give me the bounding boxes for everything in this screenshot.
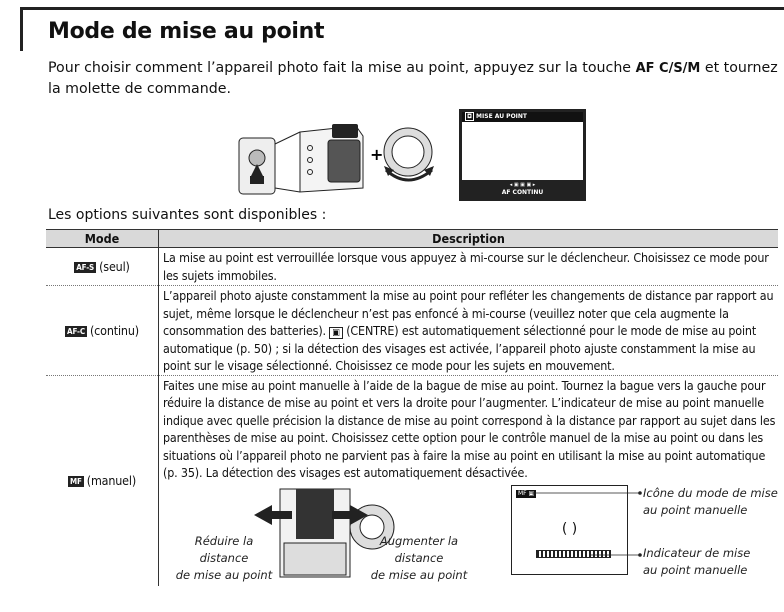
screen-mode-icons: ◂ ▣ ▣ ▣ ▸	[509, 182, 536, 188]
svg-text:+: +	[370, 145, 384, 164]
increase-distance-caption: Augmenter la distance de mise au point	[370, 534, 468, 582]
mode-cell	[46, 286, 159, 376]
af-c-icon: AF-C	[67, 326, 85, 336]
af-csm-key: AF C/S/M	[635, 61, 701, 76]
mode-label: (manuel)	[86, 472, 137, 488]
mode-cell	[46, 375, 159, 586]
available-options-heading: Les options suivantes sont disponibles :	[48, 207, 327, 223]
description-cell: La mise au point est verrouillée lorsque vous appuyez à mi-course sur le déclencheur. Choisissez ce mode pour les sujets immobiles.	[159, 248, 779, 286]
intro-text: Pour choisir comment l’appareil photo fait la mise au point, appuyez sur la touche	[48, 60, 636, 76]
screen-icon: ◘	[467, 113, 473, 120]
description-text-end: (CENTRE) est automatiquement sélectionné pour le mode de mise au point automatique (p. 50) ; si la détection des visages est activée, l’appareil photo ajuste constamment la mise au point sur le visage sélectionné. Choisissez ce mode pour les sujets en mouvement.	[163, 323, 757, 373]
screen-header: MISE AU POINT	[476, 113, 528, 120]
af-s-icon: AF-S	[76, 262, 95, 272]
column-header-mode: Mode	[46, 230, 159, 248]
page-title: Mode de mise au point	[48, 19, 325, 44]
mode-label: (seul)	[99, 258, 130, 274]
mode-label: (continu)	[89, 322, 139, 338]
focus-brackets: ( )	[561, 521, 578, 537]
intro-paragraph	[48, 58, 778, 99]
mf-indicator-caption: Indicateur de mise au point manuelle	[643, 546, 751, 577]
centre-focus-icon: ▣	[329, 327, 343, 339]
column-header-description: Description	[159, 230, 779, 248]
mf-icon: MF	[69, 476, 82, 486]
table-row	[46, 286, 778, 376]
intro-text-end: et tournez la molette de commande.	[48, 60, 778, 97]
leader-lines	[530, 485, 650, 575]
mode-cell	[46, 248, 159, 286]
description-cell	[159, 286, 779, 376]
description-text: L’appareil photo ajuste constamment la mise au point pour refléter les changements de distance par rapport au sujet, même lorsque le déclencheur n’est pas enfoncé à mi-course (veuillez noter que cela augmente la consommation des batteries).	[163, 288, 774, 338]
mf-icon-caption: Icône du mode de mise au point manuelle	[643, 486, 778, 517]
screen-option-bar: AF CONTINU	[501, 189, 544, 196]
description-text: Faites une mise au point manuelle à l’aide de la bague de mise au point. Tournez la bague vers la gauche pour réduire la distance de mise au point et vers la droite pour l’augmenter. L’indicateur de mise au point manuelle indique avec quelle précision la distance de mise au point correspond à la distance par rapport au sujet dans les parenthèses de mise au point. Choisissez cette option pour le contrôle manuel de la mise au point ou dans les situations où l’appareil photo ne parvient pas à faire la mise au point en utilisant la mise au point automatique (p. 35). La détection des visages est automatiquement désactivée.	[163, 377, 776, 480]
camera-illustration	[238, 118, 448, 196]
reduce-distance-caption: Réduire la distance de mise au point	[175, 534, 273, 582]
mf-screen-icon: MF ▣	[518, 490, 535, 497]
table-row	[46, 248, 778, 286]
lcd-screen	[459, 109, 586, 201]
